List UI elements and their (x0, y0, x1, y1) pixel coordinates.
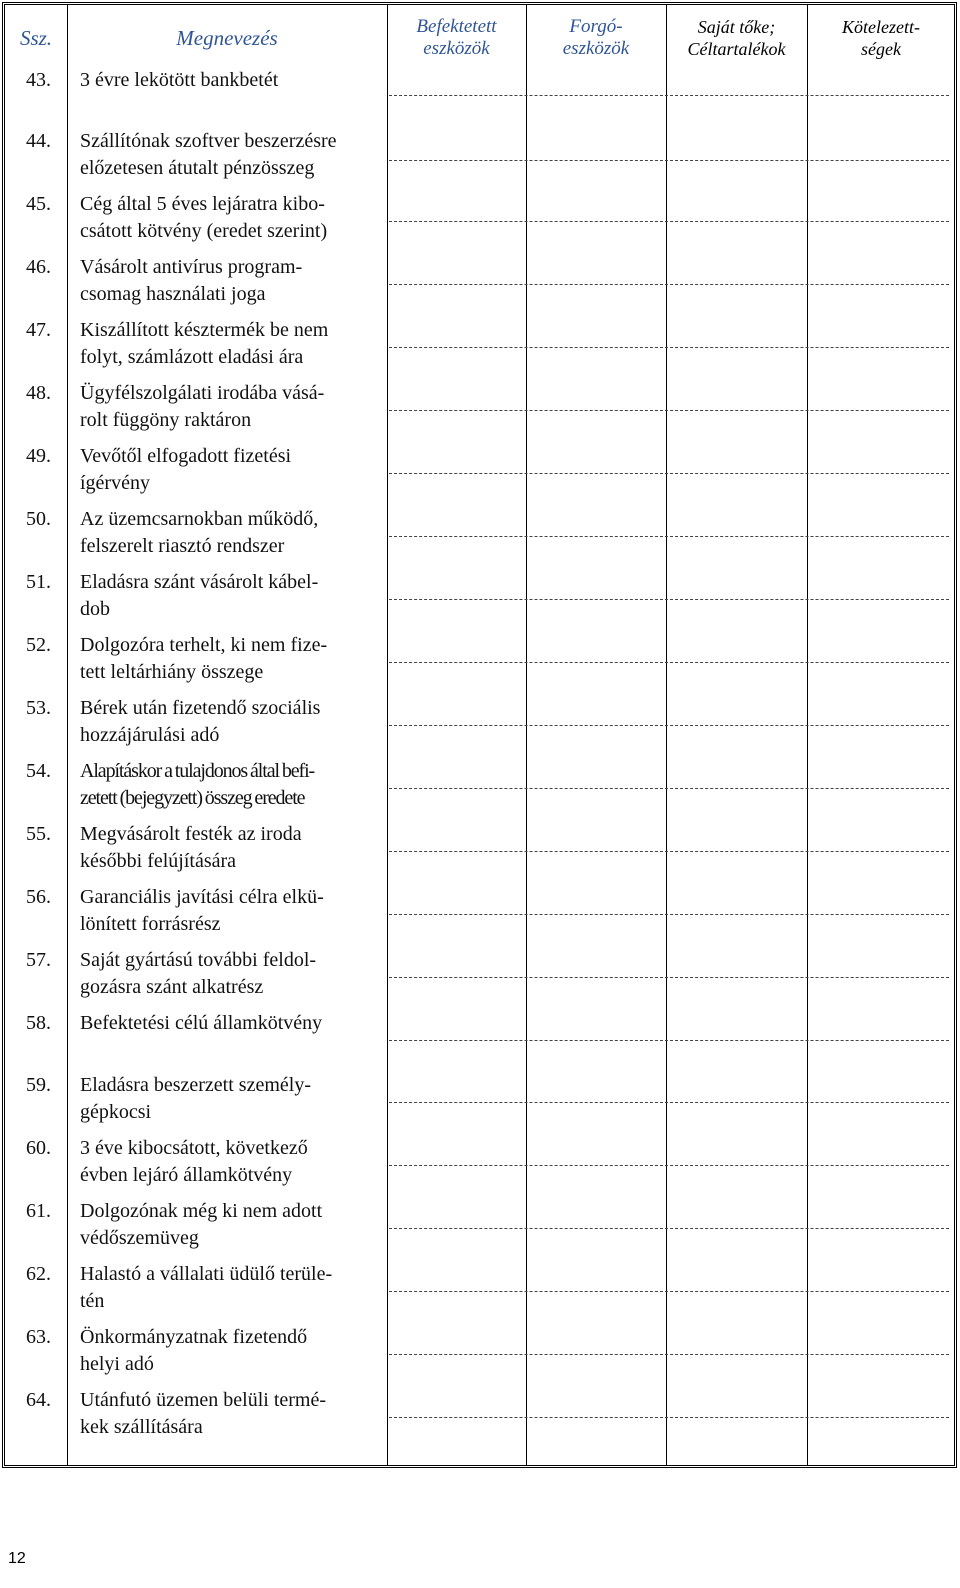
page-number: 12 (8, 1550, 26, 1567)
answer-line[interactable] (389, 914, 949, 915)
row-description: Bérek után fizetendő szociális hozzájárulási adó (80, 697, 321, 746)
row-description: Garanciális javítási célra elkü- lönített forrásrész (80, 886, 324, 935)
row-number: 59. (26, 1074, 51, 1096)
header-name: Megnevezés (176, 25, 278, 50)
answer-line[interactable] (389, 851, 949, 852)
header-equity-provisions: Saját tőke; Céltartalékok (687, 16, 786, 59)
row-description: Halastó a vállalati üdülő terüle- tén (80, 1263, 333, 1312)
answer-line[interactable] (389, 725, 949, 726)
row-description: Eladásra szánt vásárolt kábel- dob (80, 571, 319, 620)
answer-line[interactable] (389, 473, 949, 474)
row-number: 48. (26, 382, 51, 404)
answer-line[interactable] (389, 1354, 949, 1355)
row-number: 47. (26, 319, 51, 341)
answer-line[interactable] (389, 1228, 949, 1229)
row-description: Saját gyártású további feldol- gozásra szánt alkatrész (80, 949, 317, 998)
answer-line[interactable] (389, 347, 949, 348)
row-description: Befektetési célú államkötvény (80, 1012, 323, 1034)
header-current-assets: Forgó- eszközök (562, 15, 630, 59)
answer-line[interactable] (389, 662, 949, 663)
row-number: 60. (26, 1137, 51, 1159)
row-number: 61. (26, 1200, 51, 1222)
row-description: Önkormányzatnak fizetendő helyi adó (80, 1326, 308, 1375)
answer-line[interactable] (389, 1040, 949, 1041)
row-description: Vásárolt antivírus program- csomag használati joga (80, 256, 303, 305)
classification-table (2, 2, 957, 1468)
row-description: Megvásárolt festék az iroda későbbi felújítására (80, 823, 302, 872)
answer-line[interactable] (389, 410, 949, 411)
header-fixed-assets: Befektetett eszközök (416, 15, 497, 59)
row-number: 62. (26, 1263, 51, 1285)
header-liabilities: Kötelezett- ségek (842, 16, 920, 59)
row-number: 45. (26, 193, 51, 215)
row-number: 53. (26, 697, 51, 719)
row-description: Cég által 5 éves lejáratra kibo- csátott kötvény (eredet szerint) (80, 193, 328, 242)
answer-line[interactable] (389, 599, 949, 600)
answer-line[interactable] (389, 536, 949, 537)
row-description: 3 évre lekötött bankbetét (80, 69, 279, 91)
answer-line[interactable] (389, 221, 949, 222)
row-description: Dolgozónak még ki nem adott védőszemüveg (80, 1200, 323, 1249)
row-description: Kiszállított késztermék be nem folyt, számlázott eladási ára (80, 319, 329, 368)
column-divider (526, 5, 527, 1465)
row-description: Vevőtől elfogadott fizetési ígérvény (80, 445, 292, 494)
answer-line[interactable] (389, 95, 949, 96)
answer-line[interactable] (389, 788, 949, 789)
row-number: 55. (26, 823, 51, 845)
answer-line[interactable] (389, 977, 949, 978)
answer-line[interactable] (389, 160, 949, 161)
row-number: 51. (26, 571, 51, 593)
row-number: 64. (26, 1389, 51, 1411)
row-description: Alapításkor a tulajdonos által befi- zetett (bejegyzett) összeg eredete (80, 760, 315, 809)
row-number: 43. (26, 69, 51, 91)
answer-line[interactable] (389, 1291, 949, 1292)
row-number: 46. (26, 256, 51, 278)
row-number: 56. (26, 886, 51, 908)
row-number: 49. (26, 445, 51, 467)
row-description: Az üzemcsarnokban működő, felszerelt riasztó rendszer (80, 508, 319, 557)
answer-line[interactable] (389, 1165, 949, 1166)
row-number: 52. (26, 634, 51, 656)
column-divider (67, 5, 68, 1465)
answer-line[interactable] (389, 284, 949, 285)
row-number: 57. (26, 949, 51, 971)
row-number: 50. (26, 508, 51, 530)
row-description: 3 éve kibocsátott, következő évben lejáró államkötvény (80, 1137, 308, 1186)
row-description: Dolgozóra terhelt, ki nem fize- tett leltárhiány összege (80, 634, 328, 683)
column-divider (387, 5, 388, 1465)
row-description: Eladásra beszerzett személy- gépkocsi (80, 1074, 311, 1123)
row-number: 44. (26, 130, 51, 152)
row-number: 63. (26, 1326, 51, 1348)
row-number: 54. (26, 760, 51, 782)
row-description: Ügyfélszolgálati irodába vásá- rolt függöny raktáron (80, 382, 325, 431)
column-divider (807, 5, 808, 1465)
answer-line[interactable] (389, 1102, 949, 1103)
row-description: Utánfutó üzemen belüli termé- kek szállítására (80, 1389, 327, 1438)
answer-line[interactable] (389, 1417, 949, 1418)
row-number: 58. (26, 1012, 51, 1034)
column-divider (666, 5, 667, 1465)
header-number: Ssz. (19, 25, 53, 50)
row-description: Szállítónak szoftver beszerzésre előzetesen átutalt pénzösszeg (80, 130, 337, 179)
